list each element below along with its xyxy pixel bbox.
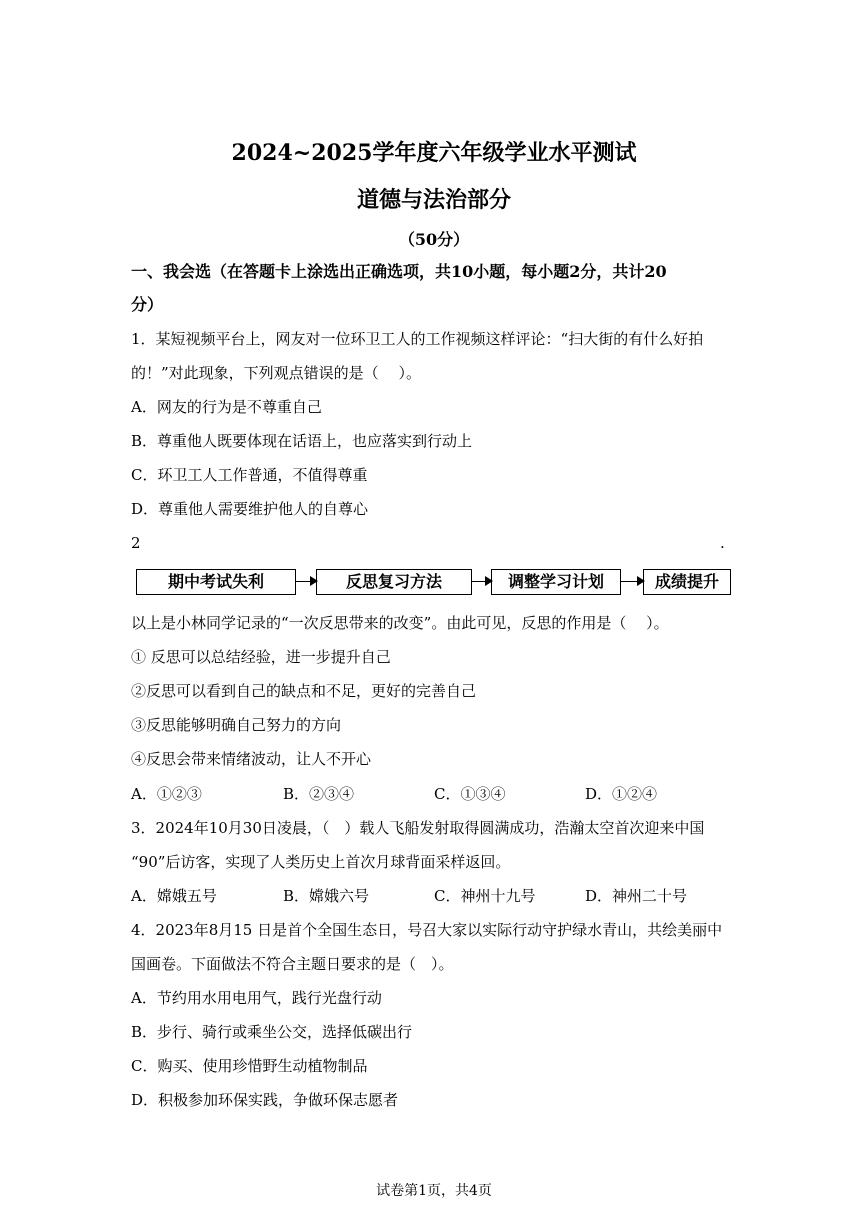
section-heading-line2: 分）: [131, 295, 164, 314]
flow-step-4: 成绩提升: [643, 569, 731, 595]
q3-option-a: A．嫦娥五号: [131, 887, 217, 905]
q2-stem: 以上是小林同学记录的“一次反思带来的改变”。由此可见，反思的作用是（ ）。: [131, 614, 669, 632]
q1-stem-line2: 的！”对此现象，下列观点错误的是（ ）。: [131, 364, 421, 382]
q4-option-b: B．步行、骑行或乘坐公交，选择低碳出行: [131, 1023, 413, 1041]
q2-statement-2: ②反思可以看到自己的缺点和不足，更好的完善自己: [131, 682, 477, 700]
flow-arrow-icon: [296, 581, 316, 582]
q1-option-d: D．尊重他人需要维护他人的自尊心: [131, 500, 369, 518]
q3-stem-line1: 3．2024年10月30日凌晨，（ ）载人飞船发射取得圆满成功，浩瀚太空首次迎来中国: [131, 819, 705, 837]
q3-option-b: B．嫦娥六号: [283, 887, 370, 905]
exam-score: （50分）: [398, 230, 470, 249]
q1-stem-line1: 1．某短视频平台上，网友对一位环卫工人的工作视频这样评论：“扫大街的有什么好拍: [131, 330, 704, 348]
q1-option-b: B．尊重他人既要体现在话语上，也应落实到行动上: [131, 432, 473, 450]
flow-step-1: 期中考试失利: [136, 569, 296, 595]
q2-dot: .: [720, 534, 725, 552]
q4-option-a: A．节约用水用电用气，践行光盘行动: [131, 989, 382, 1007]
page-footer: 试卷第1页，共4页: [376, 1183, 492, 1199]
flow-step-2: 反思复习方法: [316, 569, 472, 595]
section-heading-line1: 一、我会选（在答题卡上涂选出正确选项，共10小题，每小题2分，共计20: [131, 262, 667, 281]
q1-option-c: C．环卫工人工作普通，不值得尊重: [131, 466, 368, 484]
q2-option-b: B．②③④: [283, 785, 355, 803]
q4-stem-line2: 国画卷。下面做法不符合主题日要求的是（ ）。: [131, 955, 454, 973]
q2-statement-1: ① 反思可以总结经验，进一步提升自己: [131, 648, 391, 666]
q3-option-d: D．神州二十号: [585, 887, 688, 905]
q3-stem-line2: “90”后访客，实现了人类历史上首次月球背面采样返回。: [131, 853, 511, 871]
q1-option-a: A．网友的行为是不尊重自己: [131, 398, 322, 416]
q2-option-a: A．①②③: [131, 785, 202, 803]
exam-title: 2024~2025学年度六年级学业水平测试: [231, 140, 637, 166]
q2-statement-4: ④反思会带来情绪波动，让人不开心: [131, 750, 372, 768]
q2-option-d: D．①②④: [585, 785, 658, 803]
flow-arrow-icon: [472, 581, 491, 582]
q2-option-c: C．①③④: [434, 785, 506, 803]
flow-step-3: 调整学习计划: [491, 569, 621, 595]
q2-statement-3: ③反思能够明确自己努力的方向: [131, 716, 342, 734]
q4-option-d: D．积极参加环保实践，争做环保志愿者: [131, 1091, 399, 1109]
q2-number: 2: [131, 534, 141, 552]
exam-subtitle: 道德与法治部分: [356, 187, 511, 213]
q4-option-c: C．购买、使用珍惜野生动植物制品: [131, 1057, 368, 1075]
flow-arrow-icon: [621, 581, 643, 582]
q4-stem-line1: 4．2023年8月15 日是首个全国生态日，号召大家以实际行动守护绿水青山，共绘美丽中: [131, 921, 723, 939]
q3-option-c: C．神州十九号: [434, 887, 536, 905]
